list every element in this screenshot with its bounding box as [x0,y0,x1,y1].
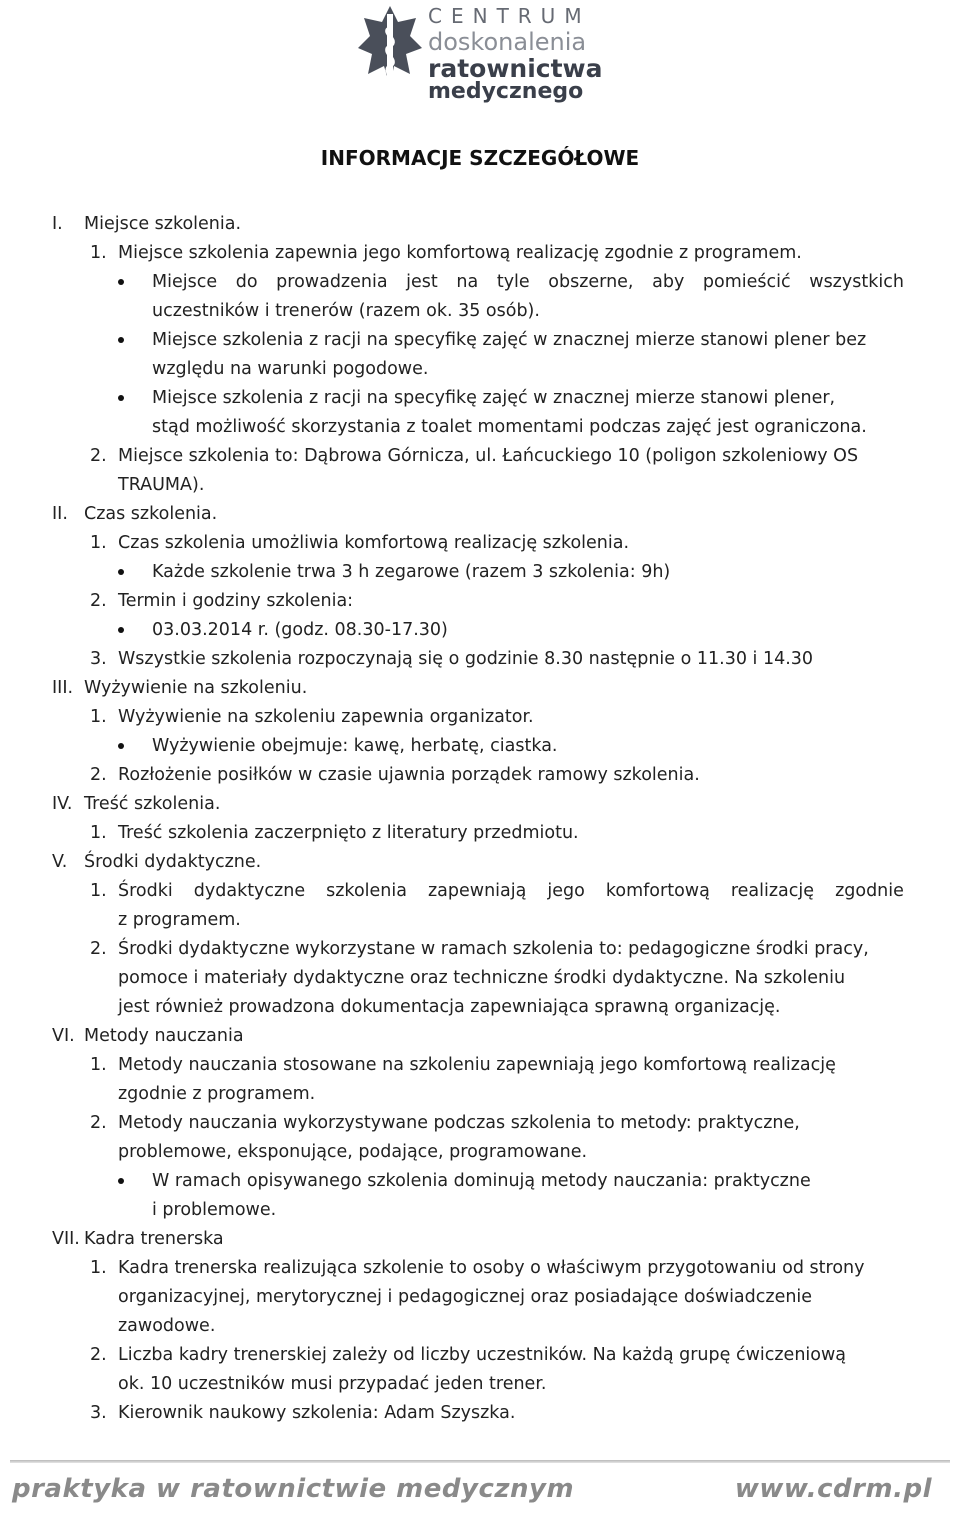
word: jest [406,272,438,292]
footer-website: www.cdrm.pl [734,1474,932,1504]
point-text: Kierownik naukowy szkolenia: Adam Szyszka. [118,1403,516,1423]
word: na [456,272,479,292]
section-heading: Kadra trenerska [84,1229,224,1249]
word: realizację [730,881,815,901]
point-text: problemowe, eksponujące, podające, programowane. [118,1142,588,1162]
word: prowadzenia [276,272,388,292]
logo-line-ratownictwa: ratownictwa [428,54,603,83]
bullet-icon [118,279,124,285]
footer-slogan: praktyka w ratownictwie medycznym [12,1474,575,1504]
point-number: 1. [90,707,107,727]
bullet-text: Miejsce szkolenia z racji na specyfikę zajęć w znacznej mierze stanowi plener bez [152,330,867,350]
bullet-text-justified [152,268,904,297]
section-number: V. [52,852,68,872]
point-text: Wyżywienie na szkoleniu zapewnia organizator. [118,707,534,727]
logo [358,4,603,104]
section-number: VI. [52,1026,75,1046]
word: aby [652,272,685,292]
section-heading: Treść szkolenia. [84,794,221,814]
bullet-text: i problemowe. [152,1200,277,1220]
word: tyle [496,272,530,292]
point-number: 3. [90,649,107,669]
bullet-text: uczestników i trenerów (razem ok. 35 osób). [152,301,540,321]
point-number: 1. [90,1055,107,1075]
point-text: Metody nauczania wykorzystywane podczas szkolenia to metody: praktyczne, [118,1113,800,1133]
word: szkolenia [326,881,407,901]
point-number: 3. [90,1403,107,1423]
point-text: zgodnie z programem. [118,1084,316,1104]
point-number: 2. [90,765,107,785]
point-text: z programem. [118,910,241,930]
bullet-icon [118,1178,124,1184]
word: zgodnie [835,881,904,901]
point-number: 2. [90,1113,107,1133]
point-text: Termin i godziny szkolenia: [118,591,354,611]
point-text: ok. 10 uczestników musi przypadać jeden trener. [118,1374,547,1394]
bullet-text: Każde szkolenie trwa 3 h zegarowe (razem 3 szkolenia: 9h) [152,562,671,582]
point-text: Rozłożenie posiłków w czasie ujawnia porządek ramowy szkolenia. [118,765,700,785]
bullet-text: względu na warunki pogodowe. [152,359,429,379]
point-text-justified [118,877,904,906]
point-number: 1. [90,823,107,843]
section-heading: Środki dydaktyczne. [84,852,262,872]
point-text: jest również prowadzona dokumentacja zapewniająca sprawną organizację. [118,997,781,1017]
section-heading: Miejsce szkolenia. [84,214,242,234]
logo-line-medycznego: medycznego [428,79,584,104]
word: jego [547,881,585,901]
word: wszystkich [809,272,904,292]
word: komfortową [605,881,710,901]
logo-line-centrum: CENTRUM [428,4,591,28]
point-text: zawodowe. [118,1316,216,1336]
section-heading: Wyżywienie na szkoleniu. [84,678,308,698]
point-number: 2. [90,591,107,611]
point-text: Wszystkie szkolenia rozpoczynają się o godzinie 8.30 następnie o 11.30 i 14.30 [118,649,814,669]
point-number: 1. [90,881,107,901]
point-text: Liczba kadry trenerskiej zależy od liczby uczestników. Na każdą grupę ćwiczeniową [118,1345,847,1365]
page-title: INFORMACJE SZCZEGÓŁOWE [320,146,640,170]
point-number: 2. [90,1345,107,1365]
word: Miejsce [152,272,218,292]
bullet-icon [118,395,124,401]
point-text: TRAUMA). [118,475,205,495]
word: obszerne, [548,272,634,292]
word: do [235,272,258,292]
point-text: Miejsce szkolenia zapewnia jego komfortową realizację zgodnie z programem. [118,243,802,263]
bullet-text: W ramach opisywanego szkolenia dominują metody nauczania: praktyczne [152,1171,811,1191]
bullet-icon [118,569,124,575]
footer-divider [10,1460,950,1463]
logo-line-doskonalenia: doskonalenia [428,28,587,56]
word: pomieścić [702,272,791,292]
point-number: 1. [90,243,107,263]
point-number: 2. [90,446,107,466]
bullet-text: stąd możliwość skorzystania z toalet momentami podczas zajęć jest ograniczona. [152,417,867,437]
bullet-icon [118,743,124,749]
section-number: IV. [52,794,73,814]
bullet-text: Miejsce szkolenia z racji na specyfikę zajęć w znacznej mierze stanowi plener, [152,388,836,408]
word: dydaktyczne [193,881,306,901]
section-number: VII. [52,1229,80,1249]
bullet-text: 03.03.2014 r. (godz. 08.30-17.30) [152,620,448,640]
section-heading: Czas szkolenia. [84,504,218,524]
point-number: 2. [90,939,107,959]
point-text: Metody nauczania stosowane na szkoleniu zapewniają jego komfortową realizację [118,1055,836,1075]
point-text: pomoce i materiały dydaktyczne oraz techniczne środki dydaktyczne. Na szkoleniu [118,968,846,988]
point-text: Miejsce szkolenia to: Dąbrowa Górnicza, ul. Łańcuckiego 10 (poligon szkoleniowy OS [118,446,859,466]
star-of-life-icon [358,4,422,104]
point-text: Treść szkolenia zaczerpnięto z literatury przedmiotu. [118,823,579,843]
point-number: 1. [90,1258,107,1278]
bullet-icon [118,337,124,343]
word: Środki [118,881,173,901]
section-number: III. [52,678,74,698]
point-number: 1. [90,533,107,553]
bullet-text: Wyżywienie obejmuje: kawę, herbatę, ciastka. [152,736,558,756]
point-text: organizacyjnej, merytorycznej i pedagogicznej oraz posiadające doświadczenie [118,1287,813,1307]
bullet-icon [118,627,124,633]
point-text: Kadra trenerska realizująca szkolenie to osoby o właściwym przygotowaniu od strony [118,1258,865,1278]
point-text: Środki dydaktyczne wykorzystane w ramach szkolenia to: pedagogiczne środki pracy, [118,939,869,959]
section-heading: Metody nauczania [84,1026,244,1046]
point-text: Czas szkolenia umożliwia komfortową realizację szkolenia. [118,533,630,553]
section-number: I. [52,214,63,234]
word: zapewniają [427,881,527,901]
section-number: II. [52,504,68,524]
